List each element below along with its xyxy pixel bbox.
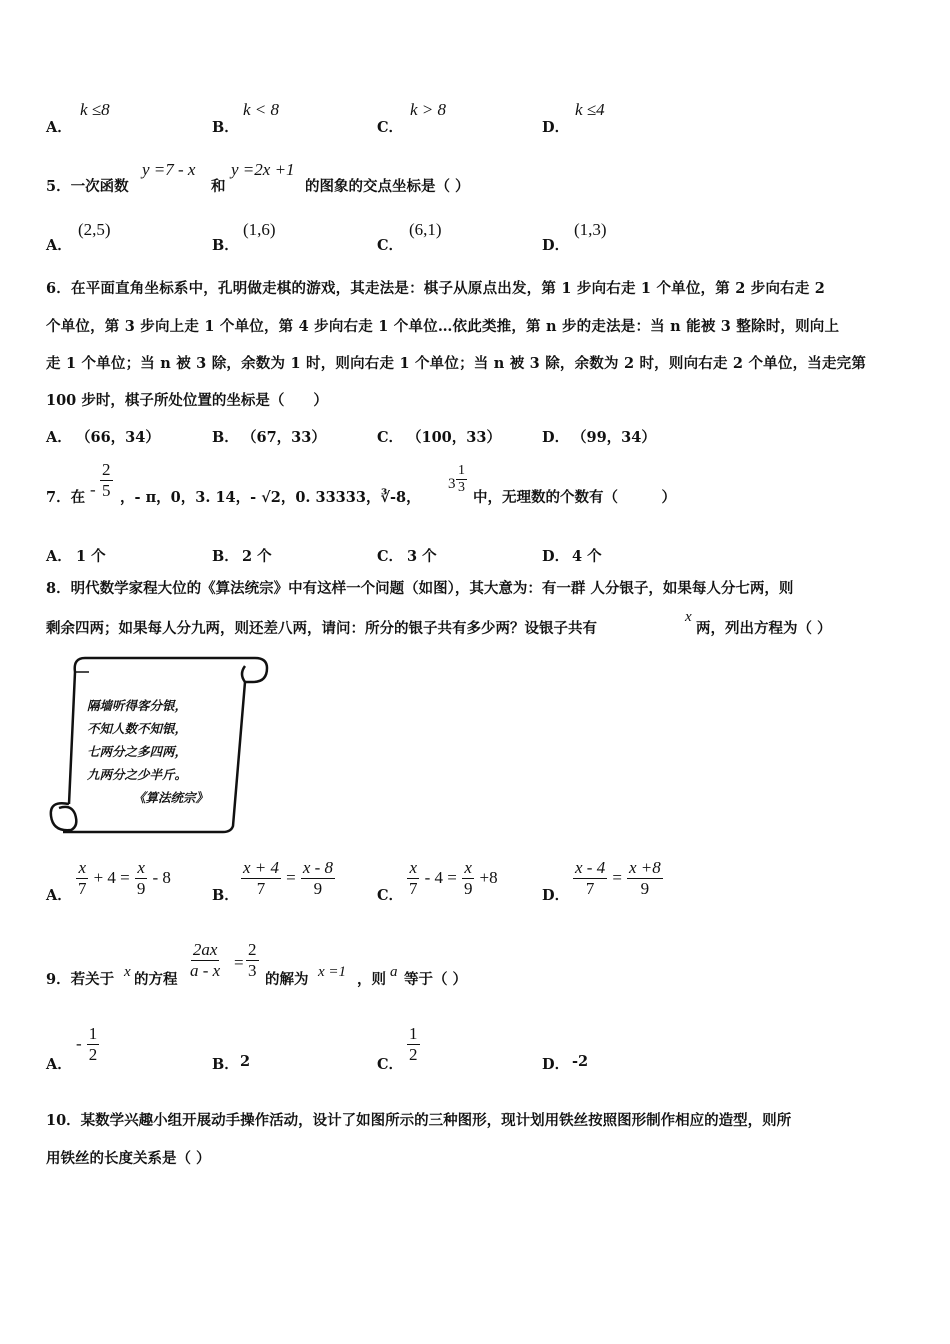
q9-stem-mid: 的方程 [134,971,178,988]
q5-option-d-label: D． [542,237,570,254]
q9-option-c-label: C． [377,1056,404,1073]
q9-rhs-den: 3 [248,960,257,980]
q6-option-c-text: （100，33） [407,429,501,446]
q9-option-a-expr: - $\frac{1}{2}$ [76,1024,98,1064]
q9-stem-post: 等于（ ） [404,971,468,988]
q9-stem-then: ，则 [357,971,386,988]
q8-option-c-label: C． [377,887,404,904]
q4-option-a-label: A． [46,119,72,136]
q4-option-c-expr: k > 8 [410,100,447,119]
q5-option-c-expr: (6,1) [409,220,442,239]
q9-stem-sol: 的解为 [265,971,309,988]
q6-line-1: 6．在平面直角坐标系中，孔明做走棋的游戏，其走法是：棋子从原点出发，第 1 步向右走 1 个单位，第 2 步向右走 2 [46,280,826,297]
q4-option-d-expr: k ≤4 [575,100,605,119]
q6-option-a-text: （66，34） [76,429,160,446]
q8-line-2-post: 两，列出方程为（ ） [696,620,832,637]
q9-option-b-text: 2 [240,1053,251,1070]
q5-option-c-label: C． [377,237,404,254]
q5-option-d-expr: (1,3) [574,220,607,239]
q5-option-a-expr: (2,5) [78,220,111,239]
q8-option-c-expr: $\frac{x}{7}$ - 4 = $\frac{x}{9}$ +8 [409,858,498,898]
q8-line-2-pre: 剩余四两；如果每人分九两，则还差八两，请问：所分的银子共有多少两？设银子共有 [46,620,597,637]
q9-rhs-fraction [246,940,259,980]
q9-option-c-expr: $\frac{1}{2}$ [409,1024,418,1064]
scroll-poem-line-3: 七两分之多四两， [87,744,188,759]
q9-stem-pre: 9．若关于 [46,971,115,988]
q7-option-b-text: 2 个 [242,548,272,565]
q4-option-d-label: D． [542,119,570,136]
q6-option-b-text: （67，33） [242,429,326,446]
q7-option-c-text: 3 个 [407,548,437,565]
q4-option-c-label: C． [377,119,404,136]
q7-stem-pre: 7．在 [46,489,86,506]
scroll-poem [87,694,237,809]
q6-line-4: 100 步时，棋子所处位置的坐标是（ ） [46,392,328,409]
q6-option-d-label: D． [542,429,570,446]
q8-option-d-label: D． [542,887,570,904]
q8-option-b-expr: $\frac{x + 4}{7}$ = $\frac{x - 8}{9}$ [243,858,334,898]
q9-option-a-label: A． [46,1056,72,1073]
scroll-poem-line-4: 九两分之少半斤。 [87,767,188,782]
q10-line-2: 用铁丝的长度关系是（ ） [46,1150,211,1167]
q7-option-a-label: A． [46,548,72,565]
q10-line-1: 10．某数学兴趣小组开展动手操作活动，设计了如图所示的三种图形，现计划用铁丝按照图形制作相应的造型，则所 [46,1112,792,1129]
q9-option-d-label: D． [542,1056,570,1073]
q6-line-2: 个单位，第 3 步向上走 1 个单位，第 4 步向右走 1 个单位…依此类推，第 n 步的走法是：当 n 能被 3 整除时，则向上 [46,318,840,335]
q6-option-d-text: （99，34） [572,429,656,446]
q4-option-b-expr: k < 8 [243,100,280,119]
q7-mixed-fraction [456,463,467,496]
q5-stem-mid: 和 [211,178,226,195]
q7-fraction-num: 2 [102,460,111,479]
q5-stem-post: 的图象的交点坐标是（ ） [305,178,470,195]
q9-variable-a: a [390,964,398,980]
q5-function-1: y =7 - x [142,160,196,179]
q5-option-b-expr: (1,6) [243,220,276,239]
q7-option-b-label: B． [212,548,239,565]
q9-option-b-label: B． [212,1056,239,1073]
q7-option-a-text: 1 个 [76,548,106,565]
q7-mixed-num: 1 [456,463,467,480]
q7-stem-post: 中，无理数的个数有（ ） [473,489,676,506]
q7-option-c-label: C． [377,548,404,565]
q8-option-a-label: A． [46,887,72,904]
scroll-poem-line-1: 隔墙听得客分银， [87,698,188,713]
q7-number-list: ，- π，0，3. 14，- √2，0. 33333，∛-8， [120,489,421,506]
q9-option-d-text: -2 [572,1053,589,1070]
q7-option-d-label: D． [542,548,570,565]
q4-option-a-expr: k ≤8 [80,100,110,119]
q8-line-1: 8．明代数学家程大位的《算法统宗》中有这样一个问题（如图），其大意为：有一群 人分银子，如果每人分七两，则 [46,580,794,597]
q9-lhs-fraction [188,940,222,980]
q5-stem-pre: 5．一次函数 [46,178,129,195]
suanfa-tongzong-scroll-image [45,654,270,836]
q6-option-c-label: C． [377,429,404,446]
q9-rhs-num: 2 [248,940,257,959]
q6-option-a-label: A． [46,429,72,446]
scroll-poem-source: 《算法统宗》 [133,790,209,805]
q9-lhs-num: 2ax [192,940,218,959]
q9-equals: = [234,953,244,972]
q7-mixed-whole: 3 [448,476,456,492]
q9-variable-x: x [124,964,131,980]
q8-option-d-expr: $\frac{x - 4}{7}$ = $\frac{x +8}{9}$ [575,858,661,898]
q8-option-a-expr: $\frac{x}{7}$ + 4 = $\frac{x}{9}$ - 8 [78,858,171,898]
q5-function-2: y =2x +1 [231,160,295,179]
q7-fraction [100,460,113,500]
q7-mixed-den: 3 [458,480,465,496]
q9-solution-expr: x =1 [318,964,347,980]
q8-variable-x: x [685,609,692,625]
q5-option-a-label: A． [46,237,72,254]
q5-option-b-label: B． [212,237,239,254]
q7-option-d-text: 4 个 [572,548,602,565]
q8-option-b-label: B． [212,887,239,904]
q9-lhs-den: a - x [190,960,221,980]
q7-minus-sign: - [90,480,96,499]
q6-option-b-label: B． [212,429,239,446]
scroll-poem-line-2: 不知人数不知银， [87,721,188,736]
q7-fraction-den: 5 [102,480,111,500]
q4-option-b-label: B． [212,119,239,136]
q6-line-3: 走 1 个单位；当 n 被 3 除，余数为 1 时，则向右走 1 个单位；当 n 被 3 除，余数为 2 时，则向右走 2 个单位，当走完第 [46,355,867,372]
